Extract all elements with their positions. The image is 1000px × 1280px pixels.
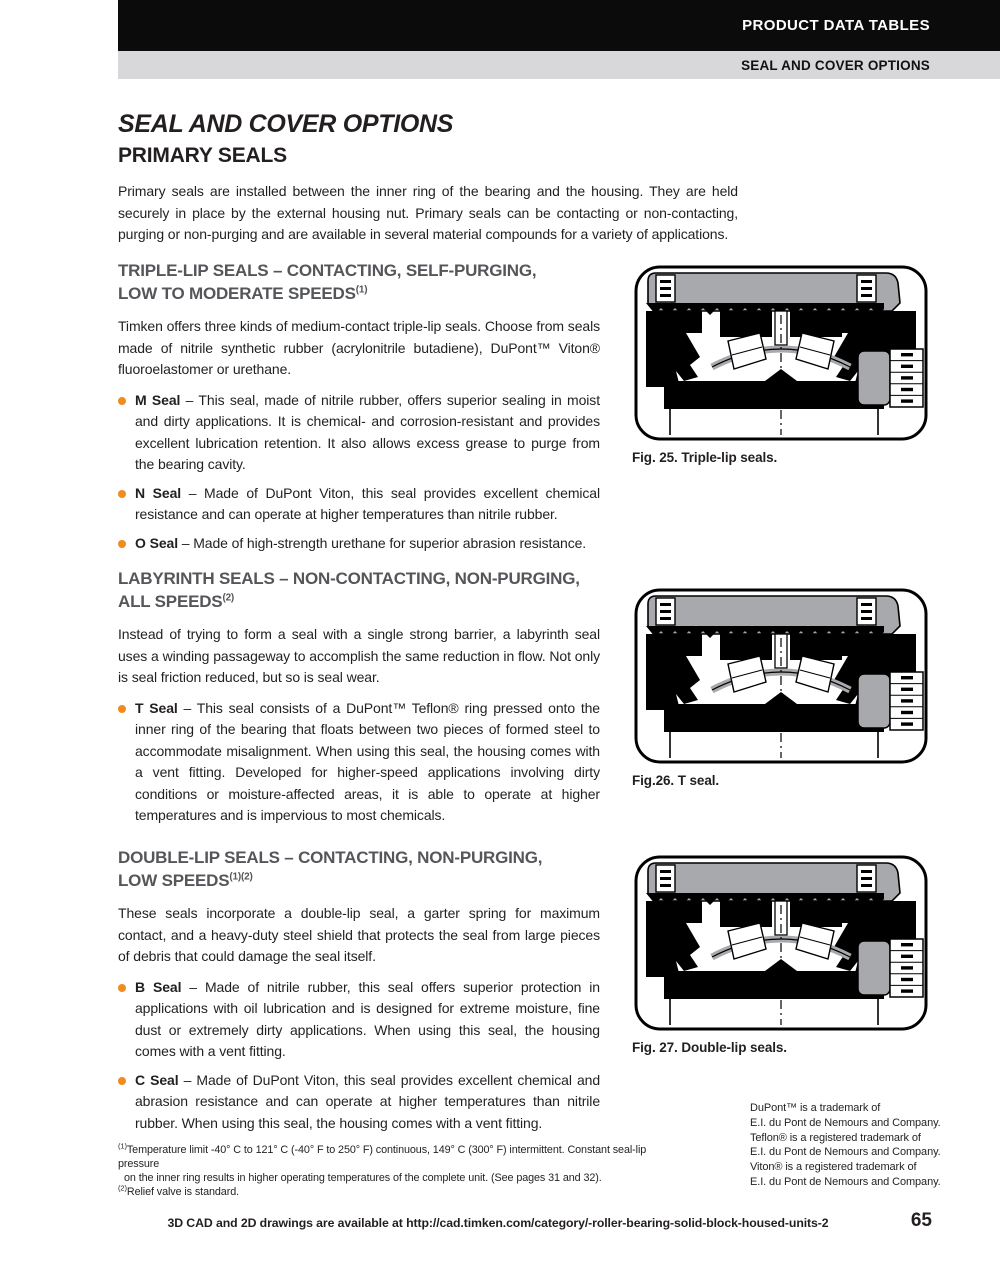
- header-secondary-label: SEAL AND COVER OPTIONS: [741, 57, 930, 73]
- page-number: 65: [910, 1210, 932, 1231]
- figure-triple-lip-seals: [632, 263, 930, 465]
- section-heading: DOUBLE-LIP SEALS – CONTACTING, NON-PURGING, LOW $SPEEDS^{(1)(2)}$: [118, 848, 543, 890]
- bullet-icon: [118, 705, 126, 713]
- footnotes: [118, 1143, 676, 1199]
- section-labyrinth-seals: [118, 568, 600, 834]
- trademark-line: E.I. du Pont de Nemours and Company.: [750, 1175, 941, 1188]
- section-double-lip-seals: [118, 847, 600, 1141]
- list-item: C Seal – Made of DuPont Viton, this seal provides excellent chemical and abrasion resistance and can operate at higher temperatures than nitrile rubber. When using this seal, the housing comes with a vent fitting.: [118, 1070, 600, 1135]
- figure-double-lip-seals: [632, 853, 930, 1055]
- trademark-line: DuPont™ is a trademark of: [750, 1102, 881, 1114]
- section-triple-lip-seals: [118, 260, 600, 561]
- figure-caption: Fig. 25. Triple-lip seals.: [632, 450, 778, 465]
- header-band-primary: [118, 0, 1000, 51]
- figure-t-seal: [632, 586, 930, 788]
- header-primary-label: PRODUCT DATA TABLES: [742, 17, 930, 34]
- bullet-icon: [118, 490, 126, 498]
- trademark-line: E.I. du Pont de Nemours and Company.: [750, 1146, 941, 1159]
- footnote-1: $^{(1)}$Temperature limit -40° C to 121° C (-40° F to 250° F) continuous, 149° C (300° F) intermittent. Constant seal-lip pressure on the inner ring results in higher operating temperatures of the complete unit. (See pages 31 and 32).: [118, 1141, 647, 1184]
- trademark-line: Teflon® is a registered trademark of: [750, 1131, 921, 1144]
- trademark-notices: [750, 1101, 980, 1190]
- bullet-icon: [118, 1077, 126, 1085]
- header-band-secondary: [118, 51, 1000, 79]
- bullet-icon: [118, 397, 126, 405]
- t-seal-diagram: [632, 586, 930, 766]
- list-item: B Seal – Made of nitrile rubber, this seal offers superior protection in applications with oil lubrication and is designed for extreme moisture, fine dust or extremely dirty applications. When using this seal, the housing comes with a vent fitting.: [118, 977, 600, 1063]
- section-body: Timken offers three kinds of medium-contact triple-lip seals. Choose from seals made of nitrile synthetic rubber (acrylonitrile butadiene), DuPont™ Viton® fluoroelastomer or urethane.: [118, 318, 600, 377]
- intro-paragraph: Primary seals are installed between the inner ring of the bearing and the housing. They are held securely in place by the external housing nut. Primary seals can be contacting or non-contacting, purging or non-purging and are available in several material compounds for a variety of applications.: [118, 183, 738, 242]
- trademark-line: E.I. du Pont de Nemours and Company.: [750, 1116, 941, 1129]
- seal-bullet-list: [118, 698, 600, 827]
- page-subtitle: PRIMARY SEALS: [118, 144, 287, 167]
- footnote-ref: (2): [222, 591, 235, 603]
- section-body: Instead of trying to form a seal with a single strong barrier, a labyrinth seal uses a winding passageway to accomplish the same reduction in flow. Not only is seal friction reduced, but so is seal wear.: [118, 626, 600, 685]
- footnote-ref: (1): [355, 283, 368, 295]
- bullet-icon: [118, 540, 126, 548]
- page-title: SEAL AND COVER OPTIONS: [118, 110, 454, 138]
- list-item: O Seal – Made of high-strength urethane for superior abrasion resistance.: [118, 533, 600, 555]
- bullet-icon: [118, 984, 126, 992]
- figure-caption: Fig. 27. Double-lip seals.: [632, 1040, 787, 1055]
- figure-caption: Fig.26. T seal.: [632, 773, 720, 788]
- footer-cad-note: 3D CAD and 2D drawings are available at http://cad.timken.com/category/-roller-bearing-solid-block-housed-units-2: [167, 1216, 829, 1230]
- footnote-ref: (1)(2): [229, 870, 253, 882]
- section-heading: LABYRINTH SEALS – NON-CONTACTING, NON-PURGING, ALL SPEEDS$^{(2)}$: [118, 569, 580, 611]
- double-lip-seal-diagram: [632, 853, 930, 1033]
- seal-bullet-list: [118, 977, 600, 1135]
- triple-lip-seal-diagram: [632, 263, 930, 443]
- list-item: M Seal – This seal, made of nitrile rubber, offers superior sealing in moist and dirty applications. It is chemical- and corrosion-resistant and provides excellent lubrication retention. It also allows excess grease to purge from the bearing cavity.: [118, 390, 600, 476]
- list-item: T Seal – This seal consists of a DuPont™ Teflon® ring pressed onto the inner ring of the bearing that floats between two pieces of formed steel to accommodate misalignment. When using this seal, the housing comes with a vent fitting. Developed for higher-speed applications involving dirty conditions or moisture-affected areas, it is able to operate at higher temperatures and is impervious to most chemicals.: [118, 698, 600, 827]
- list-item: N Seal – Made of DuPont Viton, this seal provides excellent chemical resistance and can operate at higher temperatures than nitrile rubber.: [118, 483, 600, 526]
- seal-bullet-list: [118, 390, 600, 555]
- trademark-line: Viton® is a registered trademark of: [750, 1161, 917, 1174]
- footnote-2: $^{(2)}$Relief valve is standard.: [118, 1183, 239, 1198]
- section-heading: TRIPLE-LIP SEALS – CONTACTING, SELF-PURGING, LOW TO MODERATE SPEEDS$^{(1)}$: [118, 261, 537, 303]
- section-body: These seals incorporate a double-lip seal, a garter spring for maximum contact, and a heavy-duty steel shield that protects the seal from large pieces of debris that could damage the seal itself.: [118, 905, 600, 964]
